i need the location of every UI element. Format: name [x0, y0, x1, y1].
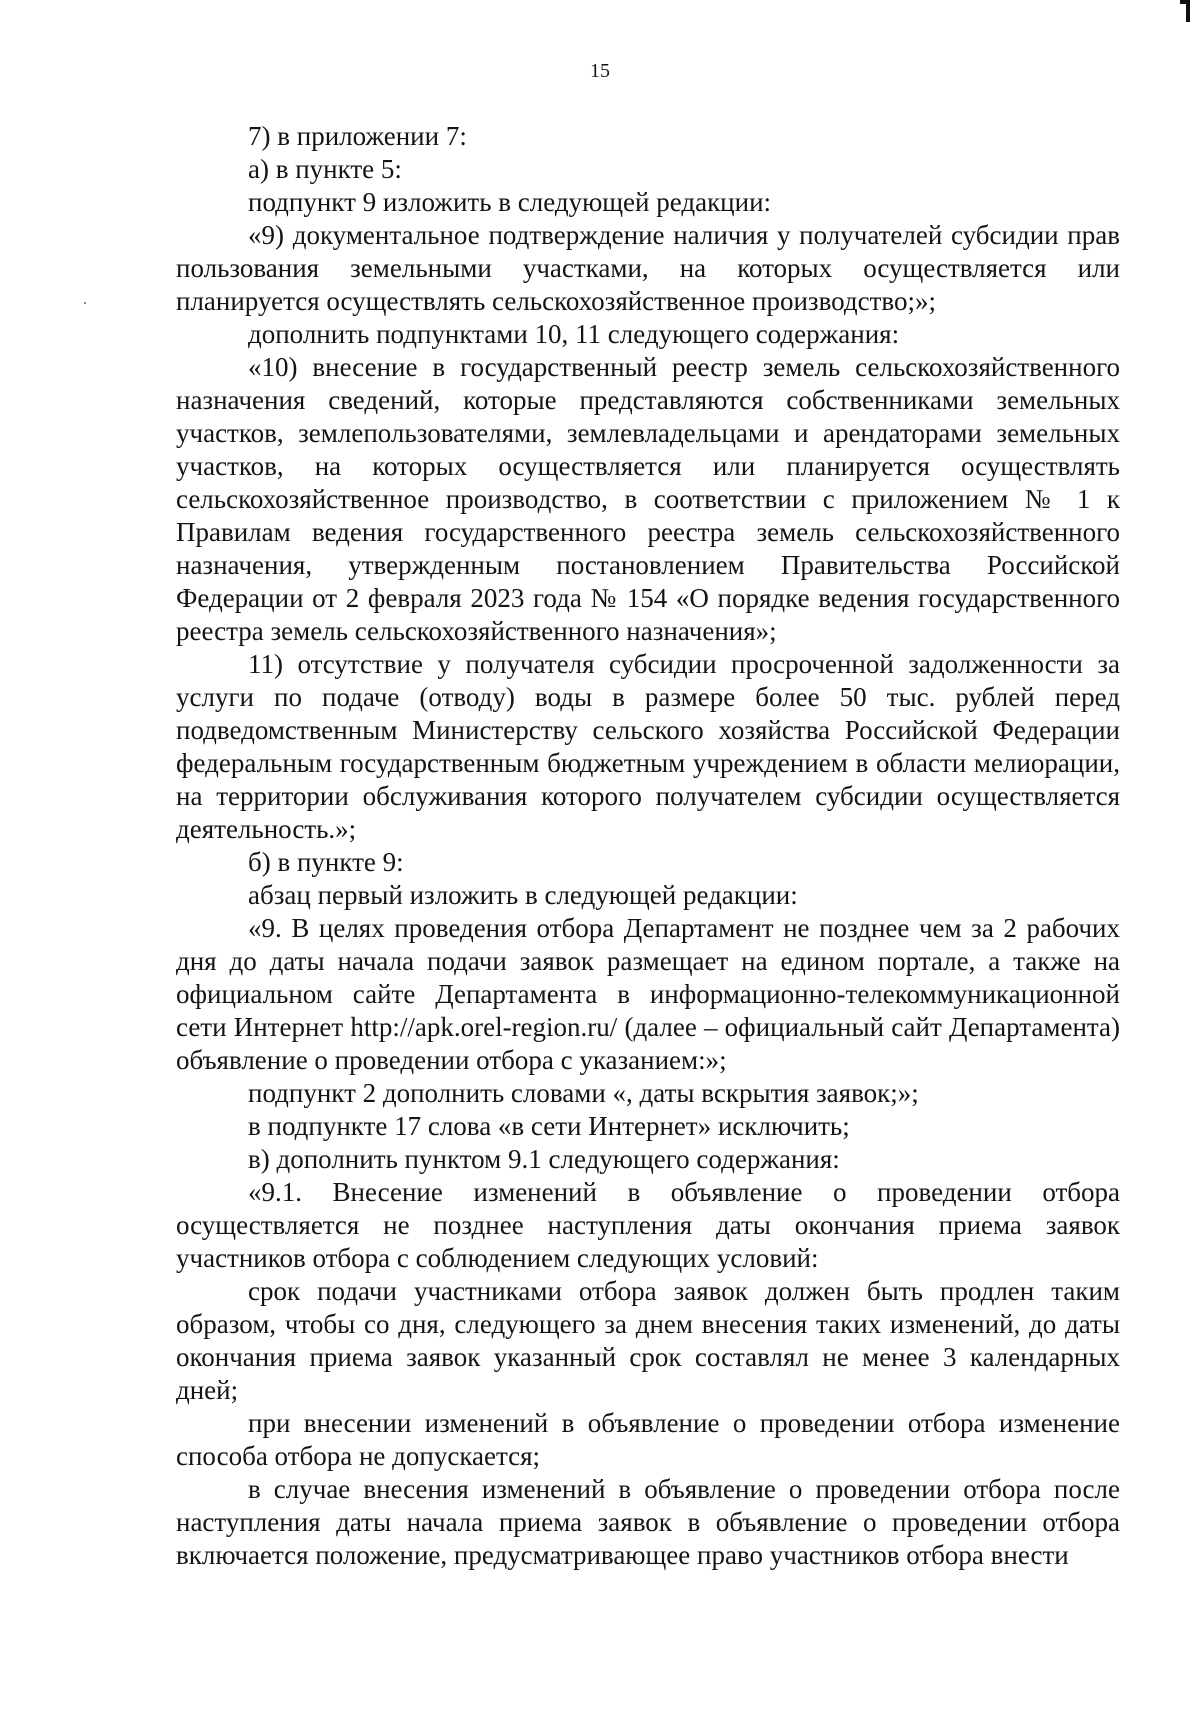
paragraph: при внесении изменений в объявление о проведении отбора изменение способа отбора не допускается; [176, 1408, 1120, 1471]
paragraph: 11) отсутствие у получателя субсидии просроченной задолженности за услуги по подаче (отводу) воды в размере более 50 тыс. рублей перед подведомственным Министерству сельского хозяйства Российской Федерации федеральным государственным бюджетным учреждением в области мелиорации, на территории обслуживания которого получателем субсидии осуществляется деятельность.»; [176, 649, 1120, 844]
document-body [176, 120, 1120, 1572]
paragraph: «9) документальное подтверждение наличия у получателей субсидии прав пользования земельными участками, на которых осуществляется или планируется осуществлять сельскохозяйственное производство;»; [176, 220, 1120, 316]
paragraph: «9. В целях проведения отбора Департамент не позднее чем за 2 рабочих дня до даты начала подачи заявок размещает на едином портале, а также на официальном сайте Департамента в информационно-телекоммуникационной сети Интернет http://apk.orel-region.ru/ (далее – официальный сайт Департамента) объявление о проведении отбора с указанием:»; [176, 913, 1120, 1075]
paragraph: абзац первый изложить в следующей редакции: [248, 880, 798, 910]
paragraph: срок подачи участниками отбора заявок должен быть продлен таким образом, чтобы со дня, следующего за днем внесения таких изменений, до даты окончания приема заявок указанный срок составлял не менее 3 календарных дней; [176, 1276, 1120, 1405]
paragraph: подпункт 2 дополнить словами «, даты вскрытия заявок;»; [248, 1078, 919, 1108]
paragraph: в случае внесения изменений в объявление о проведении отбора после наступления даты начала приема заявок в объявление о проведении отбора включается положение, предусматривающее право участников отбора внести [176, 1474, 1120, 1570]
paragraph: «10) внесение в государственный реестр земель сельскохозяйственного назначения сведений, которые представляются собственниками земельных участков, землепользователями, землевладельцами и арендаторами земельных участков, на которых осуществляется или планируется осуществлять сельскохозяйственное производство, в соответствии с приложением № 1 к Правилам ведения государственного реестра земель сельскохозяйственного назначения, утвержденным постановлением Правительства Российской Федерации от 2 февраля 2023 года № 154 «О порядке ведения государственного реестра земель сельскохозяйственного назначения»; [176, 352, 1120, 646]
page-number: 15 [590, 60, 610, 82]
scan-artifact [84, 302, 86, 304]
paragraph: в) дополнить пунктом 9.1 следующего содержания: [248, 1144, 840, 1174]
paragraph: б) в пункте 9: [248, 847, 404, 877]
paragraph: а) в пункте 5: [248, 154, 402, 184]
paragraph: подпункт 9 изложить в следующей редакции: [248, 187, 772, 217]
paragraph: 7) в приложении 7: [248, 121, 467, 151]
paragraph: в подпункте 17 слова «в сети Интернет» исключить; [248, 1111, 850, 1141]
paragraph: дополнить подпунктами 10, 11 следующего содержания: [248, 319, 900, 349]
paragraph: «9.1. Внесение изменений в объявление о проведении отбора осуществляется не позднее наступления даты окончания приема заявок участников отбора с соблюдением следующих условий: [176, 1177, 1120, 1273]
scan-corner-mark [1180, 0, 1190, 28]
